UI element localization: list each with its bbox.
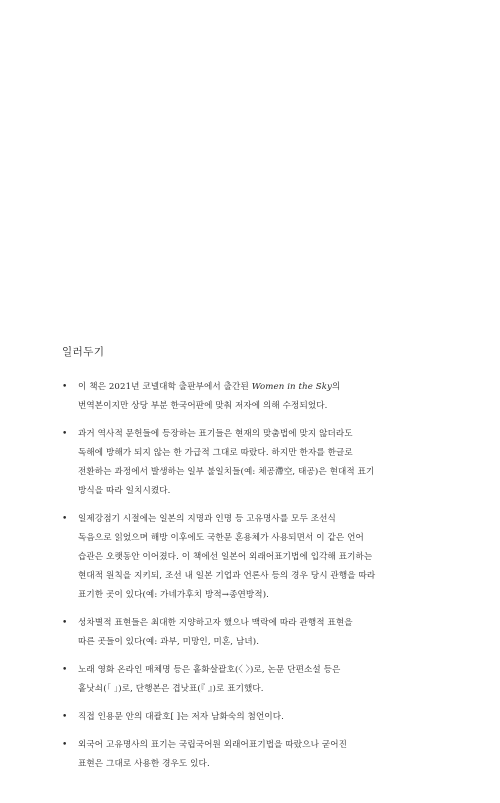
note-text-run: 직접 인용문 안의 대괄호[ ]는 저자 남화숙의 첨언이다.	[78, 712, 284, 722]
note-text-run: 독음으로 읽었으며 해방 이후에도 국한문 혼용체가 사용되면서 이 같은 언어	[78, 533, 364, 543]
bullet-icon: •	[62, 618, 68, 628]
note-text-run: 성차별적 표현들은 최대한 지양하고자 했으나 맥락에 따라 관행적 표현을	[78, 618, 353, 628]
note-text	[78, 661, 438, 699]
note-line	[78, 586, 438, 605]
bullet-icon: •	[62, 665, 68, 675]
bullet-icon: •	[62, 712, 68, 722]
note-text	[78, 510, 438, 605]
note-line	[78, 510, 438, 529]
note-line	[78, 755, 438, 774]
note-line	[78, 633, 438, 652]
note-line	[78, 482, 438, 501]
note-line	[78, 548, 438, 567]
note-text-run: 의	[331, 382, 341, 392]
note-text-run: 표현은 그대로 사용한 경우도 있다.	[78, 759, 210, 769]
note-text-run: 이 책은 2021년 코넬대학 출판부에서 출간된	[78, 382, 252, 392]
note-item	[62, 378, 438, 416]
note-item	[62, 736, 438, 774]
note-line	[78, 463, 438, 482]
note-text-run: 홑낫쇠(「 」)로, 단행본은 겹낫표(『 』)로 표기했다.	[78, 684, 264, 694]
note-text	[78, 378, 438, 416]
note-text-run: 전환하는 과정에서 발생하는 일부 불일치들(예: 체공滯空, 태공)은 현대적 표기	[78, 467, 375, 477]
note-line	[78, 444, 438, 463]
editorial-notes	[62, 344, 438, 783]
note-text-run: 습관은 오랫동안 이어졌다. 이 책에선 일본어 외래어표기법에 입각해 표기하는	[78, 552, 373, 562]
note-line	[78, 567, 438, 586]
bullet-icon: •	[62, 382, 68, 392]
note-line	[78, 425, 438, 444]
note-text-run: 번역본이지만 상당 부분 한국어판에 맞춰 저자에 의해 수정되었다.	[78, 401, 328, 411]
bullet-icon: •	[62, 740, 68, 750]
note-line	[78, 736, 438, 755]
note-line	[78, 529, 438, 548]
note-text-run: 일제강점기 시절에는 일본의 지명과 인명 등 고유명사를 모두 조선식	[78, 514, 336, 524]
book-title-italic: Women in the Sky	[251, 382, 332, 392]
note-text-run: 노래 영화 온라인 매체명 등은 홑화살괄호(〈 〉)로, 논문 단편소설 등은	[78, 665, 341, 675]
note-text-run: 따른 곳들이 있다(예: 과부, 미망인, 미혼, 남녀).	[78, 637, 260, 647]
note-item	[62, 614, 438, 652]
notes-heading: 일러두기	[62, 346, 105, 358]
note-text	[78, 736, 438, 774]
note-text	[78, 614, 438, 652]
note-line	[78, 614, 438, 633]
note-text	[78, 425, 438, 501]
note-line	[78, 378, 438, 397]
note-text-run: 외국어 고유명사의 표기는 국립국어원 외래어표기법을 따랐으나 굳어진	[78, 740, 348, 750]
note-text-run: 표기한 곳이 있다(예: 가네가후치 방적→종연방적).	[78, 590, 269, 600]
bullet-icon: •	[62, 429, 68, 439]
note-item	[62, 425, 438, 501]
note-line	[78, 661, 438, 680]
note-text-run: 과거 역사적 문헌들에 등장하는 표기들은 현재의 맞춤법에 맞지 않더라도	[78, 429, 353, 439]
note-item	[62, 510, 438, 605]
note-text-run: 방식을 따라 일치시켰다.	[78, 486, 171, 496]
notes-list	[62, 378, 438, 774]
note-item	[62, 708, 438, 727]
bullet-icon: •	[62, 514, 68, 524]
note-line	[78, 680, 438, 699]
note-item	[62, 661, 438, 699]
note-line	[78, 397, 438, 416]
note-text	[78, 708, 438, 727]
note-text-run: 현대적 원칙을 지키되, 조선 내 일본 기업과 언론사 등의 경우 당시 관행을 따라	[78, 571, 376, 581]
note-text-run: 독해에 방해가 되지 않는 한 가급적 그대로 따랐다. 하지만 한자를 한글로	[78, 448, 353, 458]
note-line	[78, 708, 438, 727]
